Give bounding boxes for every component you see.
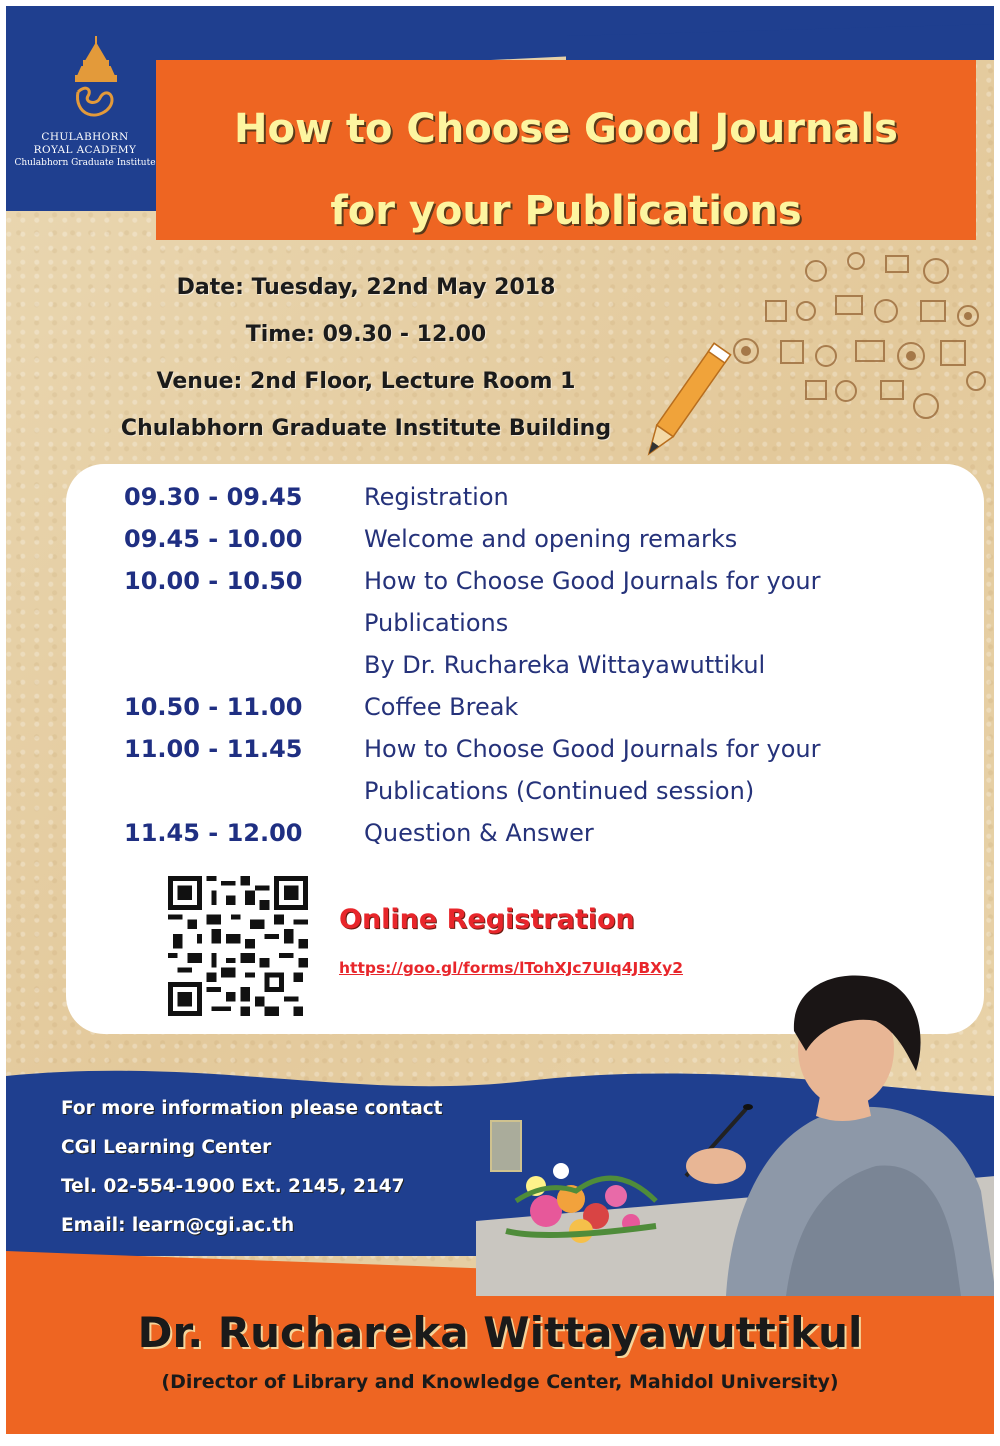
logo-line-3: Chulabhorn Graduate Institute <box>14 158 156 168</box>
schedule-speaker: By Dr. Ruchareka Wittayawuttikul <box>364 651 766 679</box>
schedule-time: 11.45 - 12.00 <box>124 819 303 847</box>
schedule-desc: Publications (Continued session) <box>364 777 755 805</box>
schedule-desc: Question & Answer <box>364 819 594 847</box>
contact-info <box>61 1089 443 1245</box>
logo-line-1: CHULABHORN <box>41 131 129 143</box>
schedule-time: 09.45 - 10.00 <box>124 525 303 553</box>
contact-phone: Tel. 02-554-1900 Ext. 2145, 2147 <box>61 1176 405 1197</box>
speaker-name: Dr. Ruchareka Wittayawuttikul <box>137 1308 863 1357</box>
logo-line-2: ROYAL ACADEMY <box>33 144 137 156</box>
schedule-time: 11.00 - 11.45 <box>124 735 303 763</box>
schedule-time: 09.30 - 09.45 <box>124 483 303 511</box>
contact-email[interactable]: Email: learn@cgi.ac.th <box>61 1215 295 1236</box>
contact-line-2: CGI Learning Center <box>61 1137 272 1158</box>
contact-line-1: For more information please contact <box>61 1098 443 1119</box>
registration-link[interactable]: https://goo.gl/forms/lTohXJc7UIq4JBXy2 <box>339 959 683 977</box>
event-info <box>66 264 666 452</box>
schedule-time: 10.00 - 10.50 <box>124 567 303 595</box>
title-line-1: How to Choose Good Journals <box>234 106 898 152</box>
schedule-desc: Coffee Break <box>364 693 519 721</box>
event-venue: Venue: 2nd Floor, Lecture Room 1 <box>156 369 576 394</box>
schedule-desc: Welcome and opening remarks <box>364 525 738 553</box>
event-building: Chulabhorn Graduate Institute Building <box>120 416 612 441</box>
schedule-desc: How to Choose Good Journals for your <box>364 567 821 595</box>
education-doodle-icons <box>706 241 994 471</box>
event-time: Time: 09.30 - 12.00 <box>245 322 487 347</box>
schedule-desc: Publications <box>364 609 509 637</box>
speaker-role: (Director of Library and Knowledge Center, Mahidol University) <box>161 1371 839 1393</box>
online-registration-heading: Online Registration <box>339 904 635 935</box>
event-date: Date: Tuesday, 22nd May 2018 <box>176 275 556 300</box>
schedule-time: 10.50 - 11.00 <box>124 693 303 721</box>
speaker-photo <box>476 961 994 1296</box>
schedule-desc: Registration <box>364 483 509 511</box>
academy-logo <box>6 6 164 211</box>
registration-qr-code[interactable] <box>168 876 308 1016</box>
poster <box>6 6 994 1434</box>
title-banner <box>156 60 976 240</box>
crown-emblem-icon <box>6 6 164 136</box>
schedule-desc: How to Choose Good Journals for your <box>364 735 821 763</box>
title-line-2: for your Publications <box>330 188 802 234</box>
